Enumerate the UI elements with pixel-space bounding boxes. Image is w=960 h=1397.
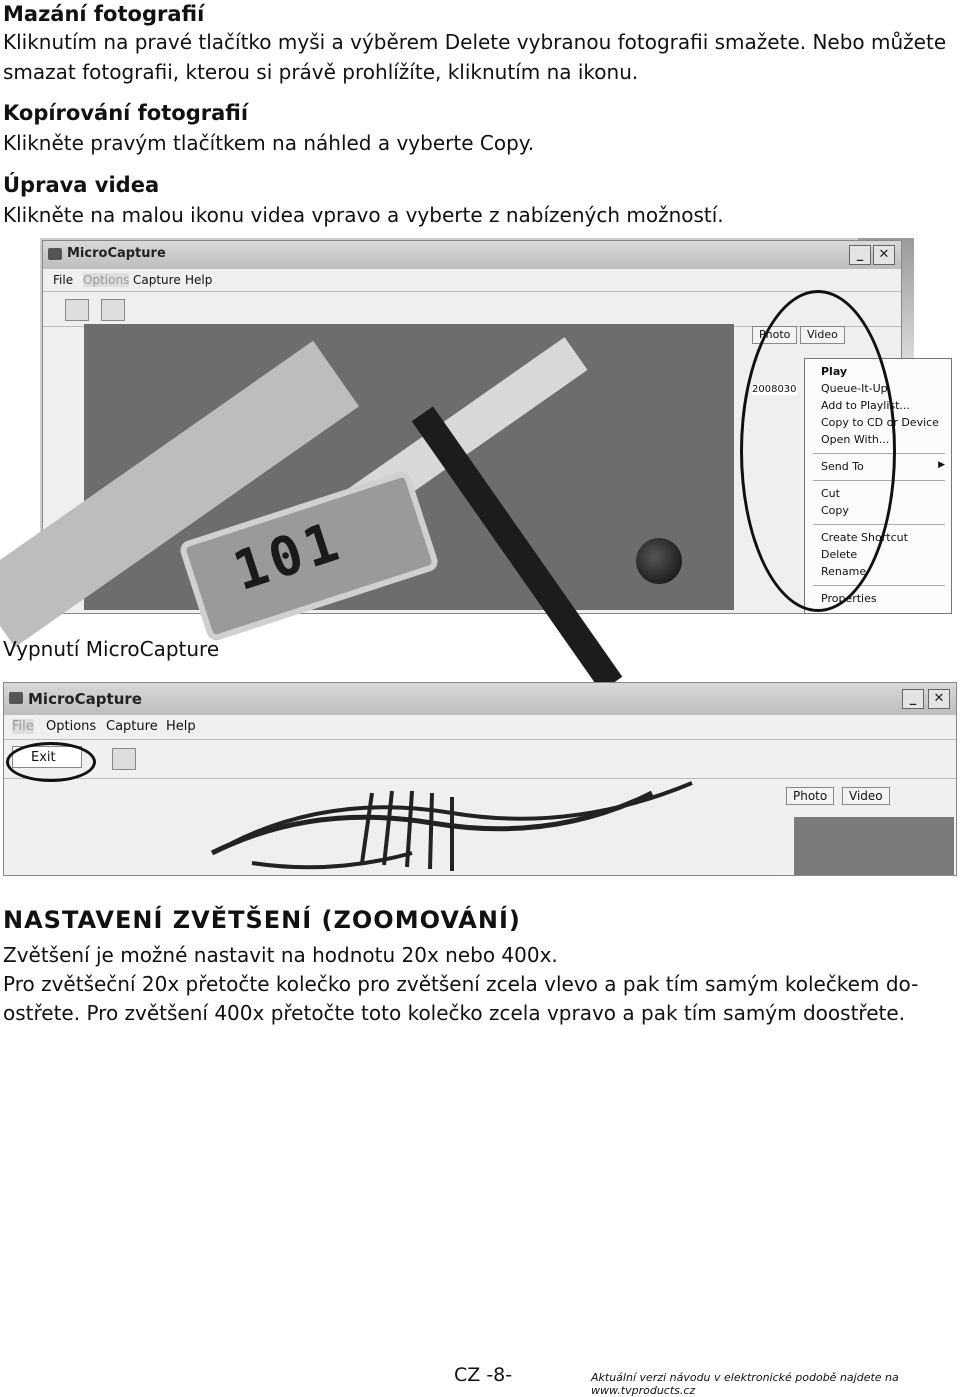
- resistor-marking: 101: [225, 509, 350, 603]
- camera-viewport: [12, 783, 778, 875]
- title-bar: [43, 241, 901, 269]
- menu-help[interactable]: Help: [185, 273, 213, 287]
- zoom-text-line2: Pro zvětšeční 20x přetočte kolečko pro zvětšení zcela vlevo a pak tím samým kolečkem do-: [3, 972, 919, 996]
- menu-bar: [43, 269, 901, 292]
- minimize-icon[interactable]: _: [849, 245, 871, 265]
- ctx-play[interactable]: Play: [821, 365, 848, 378]
- app-icon: [48, 248, 62, 260]
- title-bar: [4, 683, 956, 715]
- menu-capture[interactable]: Capture: [133, 273, 181, 287]
- copy-text-line1: Klikněte pravým tlačítkem na náhled a vyberte Copy.: [3, 131, 535, 155]
- camera-viewport: [84, 324, 734, 610]
- thumbnail-label[interactable]: 2008030: [752, 384, 797, 395]
- tab-video[interactable]: Video: [800, 326, 845, 344]
- highlight-ellipse: [6, 742, 96, 782]
- close-icon[interactable]: ✕: [928, 689, 950, 709]
- ctx-rename[interactable]: Rename: [821, 565, 867, 578]
- video-icon[interactable]: [101, 299, 125, 321]
- minimize-icon[interactable]: _: [902, 689, 924, 709]
- heading-copy-photos: Kopírování fotografií: [3, 101, 249, 125]
- ctx-send-to[interactable]: Send To: [821, 460, 864, 473]
- ctx-open-with[interactable]: Open With...: [821, 433, 890, 446]
- menu-capture[interactable]: Capture: [106, 719, 158, 734]
- menu-file[interactable]: File: [12, 719, 34, 734]
- ctx-delete[interactable]: Delete: [821, 548, 858, 561]
- heading-zoom: NASTAVENÍ ZVĚTŠENÍ (ZOOMOVÁNÍ): [3, 906, 521, 934]
- ctx-copy-cd[interactable]: Copy to CD or Device: [821, 416, 939, 429]
- tab-photo[interactable]: Photo: [752, 326, 797, 344]
- menu-help[interactable]: Help: [166, 719, 196, 734]
- close-icon[interactable]: ✕: [873, 245, 895, 265]
- fullscreen-icon[interactable]: [112, 748, 136, 770]
- window-title: MicroCapture: [67, 246, 166, 261]
- ctx-add-playlist[interactable]: Add to Playlist...: [821, 399, 910, 412]
- page-number: CZ -8-: [454, 1364, 513, 1386]
- zoom-text-line1: Zvětšení je možné nastavit na hodnotu 20x nebo 400x.: [3, 943, 558, 967]
- highlight-ellipse: [740, 290, 896, 612]
- ctx-create-shortcut[interactable]: Create Shortcut: [821, 531, 908, 544]
- submenu-arrow-icon: ▶: [938, 460, 945, 470]
- exit-menu-item[interactable]: Exit: [12, 746, 82, 768]
- footer-note: Aktuální verzi návodu v elektronické podobě najdete na www.tvproducts.cz: [591, 1371, 899, 1397]
- ctx-queue[interactable]: Queue-It-Up: [821, 382, 888, 395]
- menu-options[interactable]: Options: [83, 273, 130, 287]
- ctx-properties[interactable]: Properties: [821, 592, 877, 605]
- ctx-copy[interactable]: Copy: [821, 504, 849, 517]
- photo-thumbnail[interactable]: [794, 817, 954, 875]
- menu-bar: [4, 715, 956, 740]
- delete-text-line1: Kliknutím na pravé tlačítko myši a výběrem Delete vybranou fotografii smažete. Nebo můžete: [3, 30, 947, 54]
- app-icon: [9, 692, 23, 704]
- menu-file[interactable]: File: [53, 273, 74, 287]
- delete-text-line2: smazat fotografii, kterou si právě prohlížíte, kliknutím na ikonu.: [3, 60, 639, 84]
- tab-photo[interactable]: Photo: [786, 787, 834, 805]
- ctx-cut[interactable]: Cut: [821, 487, 840, 500]
- video-text-line1: Klikněte na malou ikonu videa vpravo a vyberte z nabízených možností.: [3, 203, 724, 227]
- screenshot-exit-menu: [3, 682, 957, 876]
- toolbar: [4, 740, 956, 779]
- tab-video[interactable]: Video: [842, 787, 890, 805]
- menu-options[interactable]: Options: [46, 719, 97, 734]
- zoom-text-line3: ostřete. Pro zvětšení 400x přetočte toto kolečko zcela vpravo a pak tím samým doostřete.: [3, 1001, 906, 1025]
- window-title: MicroCapture: [28, 690, 142, 708]
- heading-edit-video: Úprava videa: [3, 173, 160, 197]
- heading-delete-photos: Mazání fotografií: [3, 2, 205, 26]
- microscope-image: [12, 783, 778, 875]
- camera-icon[interactable]: [65, 299, 89, 321]
- heading-exit: Vypnutí MicroCapture: [3, 637, 220, 661]
- via-hole: [636, 538, 682, 584]
